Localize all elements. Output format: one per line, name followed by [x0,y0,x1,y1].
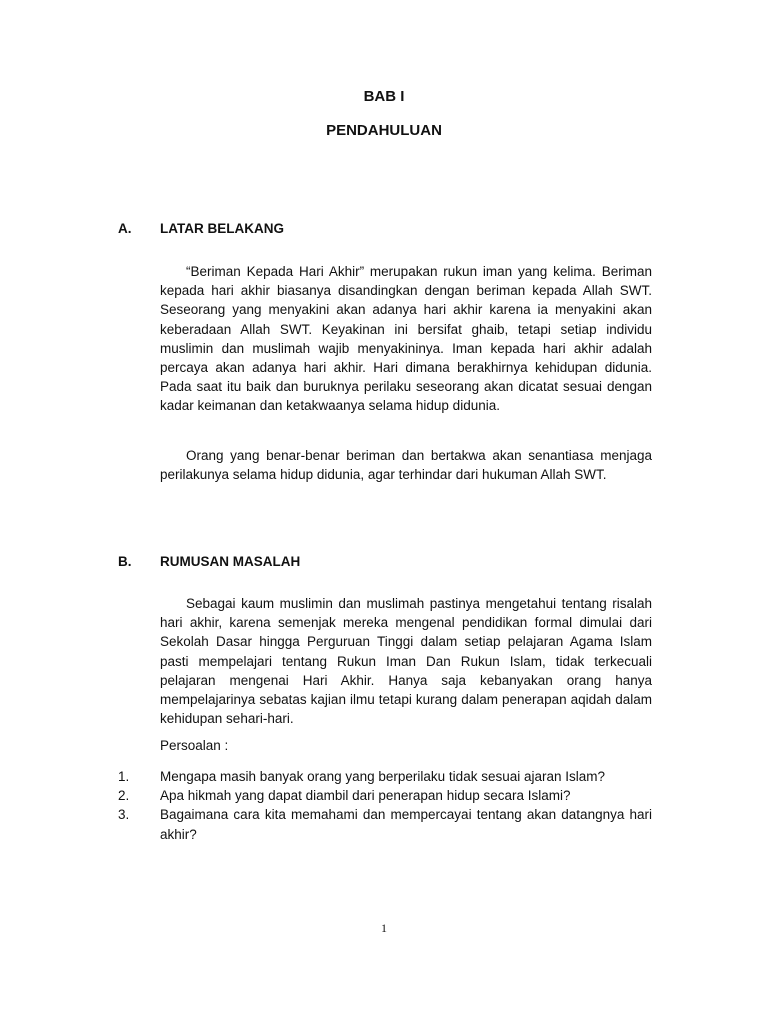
question-list [118,767,652,844]
section-b-title: RUMUSAN MASALAH [160,554,301,569]
question-number: 1. [118,769,130,784]
section-b-paragraph-1: Sebagai kaum muslimin dan muslimah pastinya mengetahui tentang risalah hari akhir, karena semenjak mereka mengenal pendidikan formal dimulai dari Sekolah Dasar hingga Perguruan Tinggi dalam setiap pelajaran Agama Islam pasti mempelajari tentang Rukun Iman Dan Rukun Islam, tidak terkecuali pelajaran mengenai Hari Akhir. Hanya saja kebanyakan orang hanya mempelajarinya sebatas kajian ilmu tetapi kurang dalam penerapan aqidah dalam kehidupan sehari-hari. [160,596,652,727]
page-number: 1 [381,921,387,935]
question-number: 3. [118,807,130,823]
section-a-paragraph-2: Orang yang benar-benar beriman dan bertakwa akan senantiasa menjaga perilakunya selama hidup didunia, agar terhindar dari hukuman Allah SWT. [160,448,652,483]
section-a-letter: A. [118,221,132,236]
chapter-number: BAB I [363,88,405,105]
section-a-heading [118,221,678,236]
list-item [118,786,652,805]
persoalan-label: Persoalan : [160,738,229,753]
section-a-paragraph-1: “Beriman Kepada Hari Akhir” merupakan rukun iman yang kelima. Beriman kepada hari akhir biasanya disandingkan dengan beriman kepada Allah SWT. Seseorang yang menyakini akan adanya hari akhir karena ia menyakini akan keberadaan Allah SWT. Keyakinan ini bersifat ghaib, tetapi setiap individu muslimin dan muslimah wajib menyakininya. Iman kepada hari akhir adalah percaya akan adanya hari akhir. Hari dimana berakhirnya kehidupan didunia. Pada saat itu baik dan buruknya perilaku seseorang akan dicatat sesuai dengan kadar keimanan dan ketakwaanya selama hidup didunia. [160,264,652,414]
section-a-title: LATAR BELAKANG [160,221,284,236]
question-text: Apa hikmah yang dapat diambil dari penerapan hidup secara Islami? [160,788,571,804]
list-item [118,767,652,786]
chapter-title: PENDAHULUAN [326,122,442,139]
question-number: 2. [118,788,130,804]
question-text: Mengapa masih banyak orang yang berperilaku tidak sesuai ajaran Islam? [160,769,606,784]
question-text: Bagaimana cara kita memahami dan mempercayai tentang akan datangnya hari akhir? [160,807,652,842]
section-b-letter: B. [118,554,132,569]
section-b-heading [118,554,678,569]
list-item [118,805,652,843]
